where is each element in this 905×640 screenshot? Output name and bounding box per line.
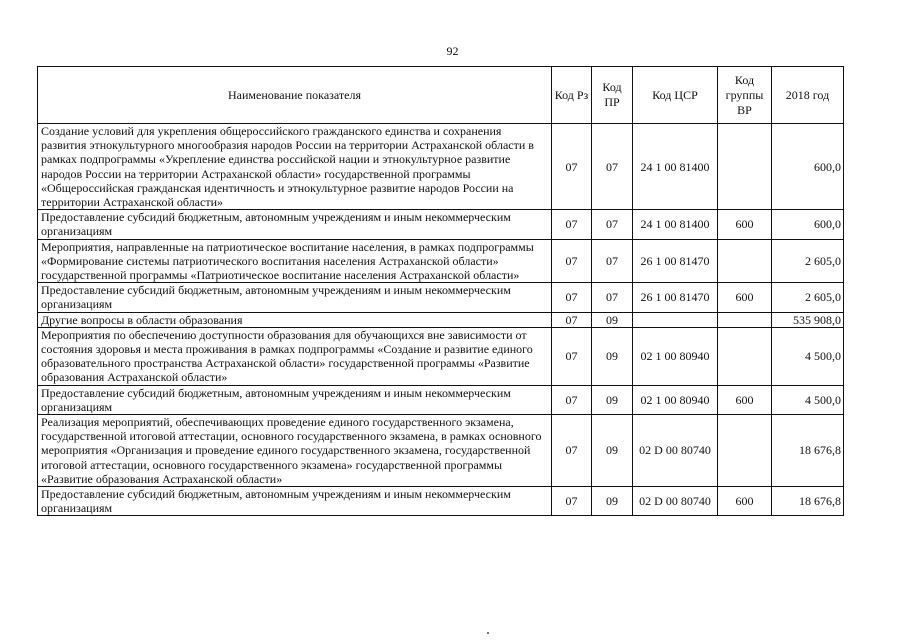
row-rz: 07 bbox=[552, 283, 592, 312]
row-rz: 07 bbox=[552, 124, 592, 210]
row-csr: 02 D 00 80740 bbox=[633, 487, 718, 516]
row-pr: 09 bbox=[592, 385, 633, 414]
row-rz: 07 bbox=[552, 327, 592, 385]
table-row bbox=[38, 312, 844, 327]
table-row bbox=[38, 385, 844, 414]
row-rz: 07 bbox=[552, 239, 592, 283]
row-amount: 600,0 bbox=[772, 124, 844, 210]
row-amount: 18 676,8 bbox=[772, 415, 844, 487]
row-csr: 24 1 00 81400 bbox=[633, 210, 718, 239]
row-csr: 02 1 00 80940 bbox=[633, 385, 718, 414]
row-vr: 600 bbox=[718, 385, 772, 414]
header-name: Наименование показателя bbox=[38, 67, 552, 124]
row-name: Мероприятия, направленные на патриотическое воспитание населения, в рамках подпрограммы «Формирование системы патриотического воспитания населения Астраханской области» государственной программы «Патриотическое воспитание населения Астраханской области» bbox=[38, 239, 552, 283]
row-name: Предоставление субсидий бюджетным, автономным учреждениям и иным некоммерческим организациям bbox=[38, 210, 552, 239]
row-rz: 07 bbox=[552, 385, 592, 414]
row-rz: 07 bbox=[552, 415, 592, 487]
table-row bbox=[38, 487, 844, 516]
row-vr bbox=[718, 239, 772, 283]
budget-table bbox=[37, 66, 844, 516]
header-rz: Код Рз bbox=[552, 67, 592, 124]
header-year: 2018 год bbox=[772, 67, 844, 124]
scan-speck bbox=[487, 632, 489, 634]
row-pr: 09 bbox=[592, 487, 633, 516]
row-vr: 600 bbox=[718, 487, 772, 516]
table-row bbox=[38, 415, 844, 487]
table-row bbox=[38, 283, 844, 312]
row-pr: 07 bbox=[592, 124, 633, 210]
row-pr: 07 bbox=[592, 283, 633, 312]
table-row bbox=[38, 327, 844, 385]
row-csr: 26 1 00 81470 bbox=[633, 239, 718, 283]
row-name: Предоставление субсидий бюджетным, автономным учреждениям и иным некоммерческим организациям bbox=[38, 487, 552, 516]
row-amount: 4 500,0 bbox=[772, 385, 844, 414]
table-row bbox=[38, 239, 844, 283]
row-csr: 24 1 00 81400 bbox=[633, 124, 718, 210]
row-amount: 2 605,0 bbox=[772, 239, 844, 283]
header-pr: Код ПР bbox=[592, 67, 633, 124]
row-pr: 09 bbox=[592, 312, 633, 327]
row-amount: 535 908,0 bbox=[772, 312, 844, 327]
row-name: Мероприятия по обеспечению доступности образования для обучающихся вне зависимости от состояния здоровья и места проживания в рамках подпрограммы «Создание и развитие единого образовательного пространства Астраханской области» государственной программы «Развитие образования Астраханской области» bbox=[38, 327, 552, 385]
row-csr: 26 1 00 81470 bbox=[633, 283, 718, 312]
row-pr: 09 bbox=[592, 327, 633, 385]
row-csr: 02 D 00 80740 bbox=[633, 415, 718, 487]
header-csr: Код ЦСР bbox=[633, 67, 718, 124]
row-pr: 09 bbox=[592, 415, 633, 487]
row-rz: 07 bbox=[552, 312, 592, 327]
row-vr bbox=[718, 312, 772, 327]
row-name: Предоставление субсидий бюджетным, автономным учреждениям и иным некоммерческим организациям bbox=[38, 283, 552, 312]
row-vr bbox=[718, 327, 772, 385]
row-amount: 2 605,0 bbox=[772, 283, 844, 312]
table-row bbox=[38, 210, 844, 239]
row-name: Другие вопросы в области образования bbox=[38, 312, 552, 327]
row-csr bbox=[633, 312, 718, 327]
row-amount: 4 500,0 bbox=[772, 327, 844, 385]
page-number: 92 bbox=[446, 44, 459, 58]
row-pr: 07 bbox=[592, 210, 633, 239]
row-csr: 02 1 00 80940 bbox=[633, 327, 718, 385]
row-vr bbox=[718, 124, 772, 210]
row-rz: 07 bbox=[552, 210, 592, 239]
row-name: Реализация мероприятий, обеспечивающих проведение единого государственного экзамена, государственной итоговой аттестации, основного государственного экзамена, в рамках основного мероприятия «Организация и проведение единого государственного экзамена, государственной итоговой аттестации, основного государственного экзамена» государственной программы «Развитие образования Астраханской области» bbox=[38, 415, 552, 487]
row-amount: 600,0 bbox=[772, 210, 844, 239]
row-pr: 07 bbox=[592, 239, 633, 283]
row-vr: 600 bbox=[718, 210, 772, 239]
row-name: Предоставление субсидий бюджетным, автономным учреждениям и иным некоммерческим организациям bbox=[38, 385, 552, 414]
table-row bbox=[38, 124, 844, 210]
row-amount: 18 676,8 bbox=[772, 487, 844, 516]
header-vr: Код группы ВР bbox=[718, 67, 772, 124]
row-vr: 600 bbox=[718, 283, 772, 312]
row-name: Создание условий для укрепления общероссийского гражданского единства и сохранения развития этнокультурного многообразия народов России на территории Астраханской области в рамках подпрограммы «Укрепление единства российской нации и этнокультурное развитие народов России на территории Астраханской области» государственной программы «Общероссийская гражданская идентичность и этнокультурное развитие народов России на территории Астраханской области» bbox=[38, 124, 552, 210]
row-rz: 07 bbox=[552, 487, 592, 516]
table-header-row bbox=[38, 67, 844, 124]
row-vr bbox=[718, 415, 772, 487]
